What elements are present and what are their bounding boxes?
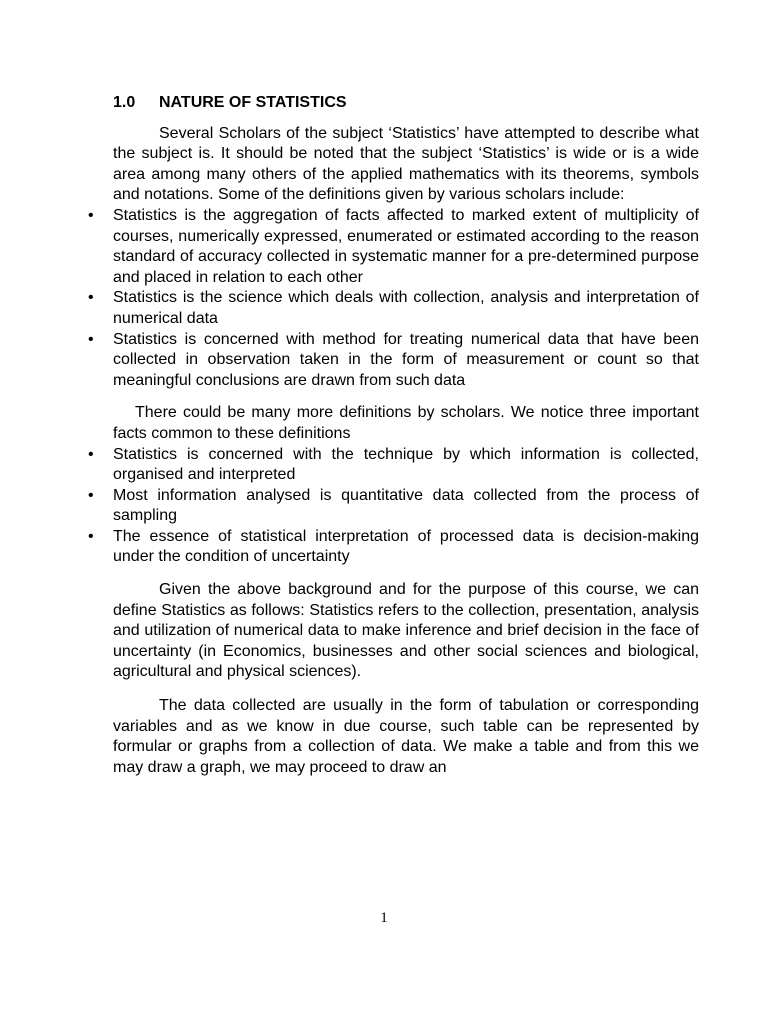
list-item: [88, 288, 699, 329]
fact-text: Most information analysed is quantitative data collected from the process of sampling: [113, 486, 699, 525]
bullet-icon: •: [88, 206, 94, 224]
bullet-icon: •: [88, 289, 94, 307]
page-number: 1: [380, 910, 388, 926]
list-item: [88, 486, 699, 527]
bullet-icon: •: [88, 527, 94, 545]
bullet-icon: •: [88, 486, 94, 504]
list-item: [88, 527, 699, 568]
definition-text: Statistics is the aggregation of facts affected to marked extent of multiplicity of courses, numerically expressed, enumerated or estimated according to the reason standard of accuracy collected in systematic manner for a pre-determined purpose and placed in relation to each other: [113, 206, 699, 286]
list-item: [88, 206, 699, 288]
section-heading: [113, 93, 699, 114]
page-content: [88, 93, 699, 778]
data-paragraph: The data collected are usually in the form of tabulation or corresponding variables and as we know in due course, such table can be represented by formular or graphs from a collection of data. We make a table and from this we may draw a graph, we may proceed to draw an: [113, 697, 699, 776]
facts-intro-paragraph: There could be many more definitions by scholars. We notice three important facts common to these definitions: [113, 404, 699, 442]
section-number: 1.0: [113, 94, 136, 111]
definition-paragraph: Given the above background and for the purpose of this course, we can define Statistics as follows: Statistics refers to the collection, presentation, analysis and utilization of numerical data to make inference and brief decision in the face of uncertainty (in Economics, businesses and other social sciences and biological, agricultural and physical sciences).: [113, 581, 699, 681]
fact-text: The essence of statistical interpretation of processed data is decision-making under the condition of uncertainty: [113, 527, 699, 566]
fact-text: Statistics is concerned with the technique by which information is collected, organised and interpreted: [113, 445, 699, 484]
bullet-icon: •: [88, 445, 94, 463]
section-title: NATURE OF STATISTICS: [159, 94, 347, 111]
list-item: [88, 330, 699, 392]
definitions-list: [88, 206, 699, 391]
bullet-icon: •: [88, 330, 94, 348]
list-item: [88, 445, 699, 486]
definition-text: Statistics is concerned with method for treating numerical data that have been collected in observation taken in the form of measurement or count so that meaningful conclusions are drawn from such data: [113, 330, 699, 389]
intro-paragraph: Several Scholars of the subject ‘Statistics’ have attempted to describe what the subject is. It should be noted that the subject ‘Statistics’ is wide or is a wide area among many others of the applied mathematics with its theorems, symbols and notations. Some of the definitions given by various scholars include:: [113, 124, 699, 204]
facts-list: [88, 445, 699, 569]
definition-text: Statistics is the science which deals with collection, analysis and interpretation of numerical data: [113, 289, 699, 327]
